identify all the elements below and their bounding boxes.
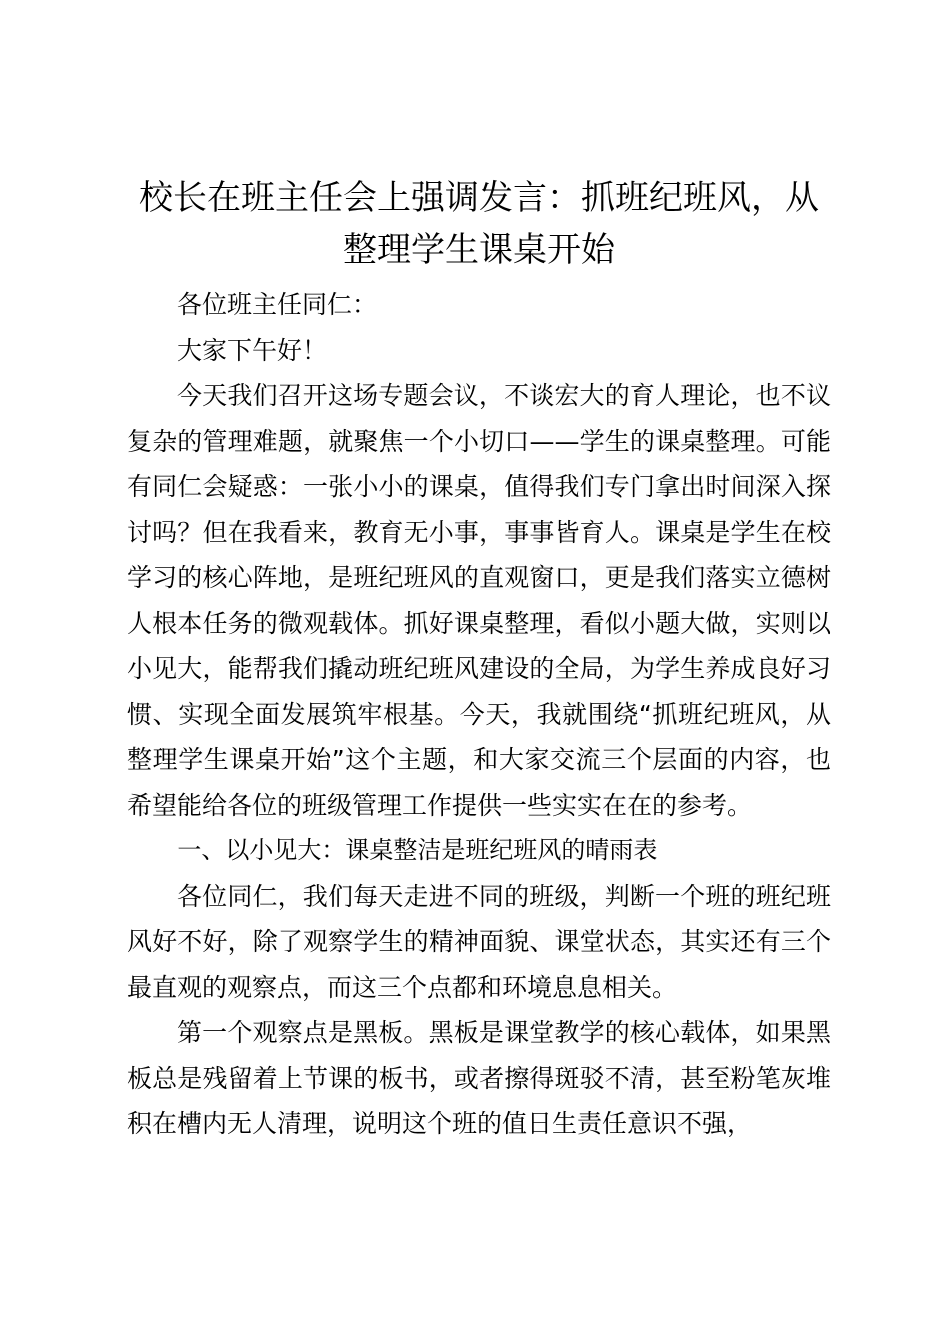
document-body: [127, 172, 831, 1147]
document-title: 校长在班主任会上强调发言：抓班纪班风，从整理学生课桌开始: [139, 178, 819, 270]
paragraph-section-1: 各位同仁，我们每天走进不同的班级，判断一个班的班纪班风好不好，除了观察学生的精神面貌、课堂状态，其实还有三个最直观的观察点，而这三个点都和环境息息相关。: [127, 881, 831, 1002]
paragraph-section-2: 第一个观察点是黑板。黑板是课堂教学的核心载体，如果黑板总是残留着上节课的板书，或者擦得斑驳不清，甚至粉笔灰堆积在槽内无人清理，说明这个班的值日生责任意识不强，: [127, 1018, 831, 1138]
paragraph-greeting: 大家下午好！: [177, 335, 328, 365]
paragraph-introduction: 今天我们召开这场专题会议，不谈宏大的育人理论，也不议复杂的管理难题，就聚焦一个小切口——学生的课桌整理。可能有同仁会疑惑：一张小小的课桌，值得我们专门拿出时间深入探讨吗？但在我看来，教育无小事，事事皆育人。课桌是学生在校学习的核心阵地，是班纪班风的直观窗口，更是我们落实立德树人根本任务的微观载体。抓好课桌整理，看似小题大做，实则以小见大，能帮我们撬动班纪班风建设的全局，为学生养成良好习惯、实现全面发展筑牢根基。今天，我就围绕“抓班纪班风，从整理学生课桌开始”这个主题，和大家交流三个层面的内容，也希望能给各位的班级管理工作提供一些实实在在的参考。: [127, 381, 831, 820]
paragraph-salutation: 各位班主任同仁：: [177, 290, 378, 319]
section-heading: 一、以小见大：课桌整洁是班纪班风的晴雨表: [177, 836, 658, 864]
